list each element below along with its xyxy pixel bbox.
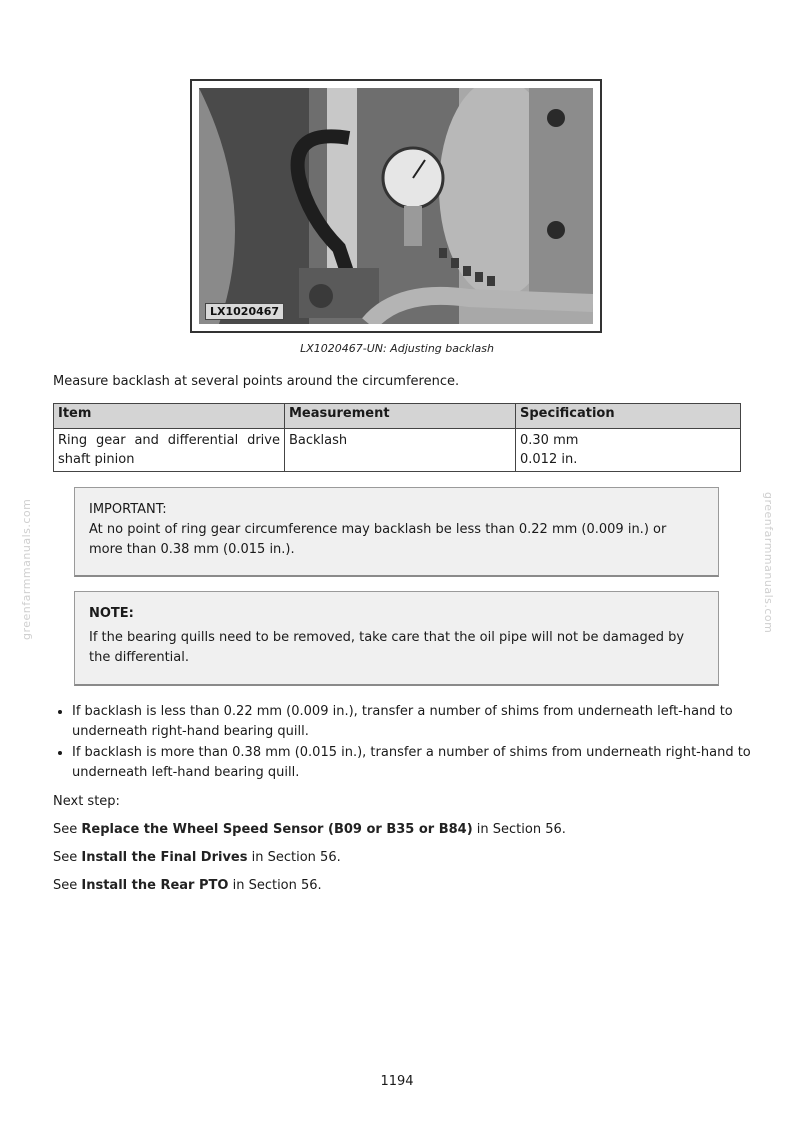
important-text: At no point of ring gear circumference may backlash be less than 0.22 mm (0.009 in.) or more than 0.38 mm (0.015 in.). <box>89 522 667 557</box>
next-step-label: Next step: <box>53 794 120 809</box>
reference-suffix: in Section 56. <box>228 878 322 893</box>
reference-line-1 <box>53 822 566 837</box>
table-row <box>54 429 741 472</box>
column-header-item: Item <box>54 404 285 429</box>
table-header-row <box>54 404 741 429</box>
spec-metric: 0.30 mm <box>520 433 579 448</box>
page-number: 1194 <box>380 1074 414 1089</box>
note-box <box>74 591 719 686</box>
reference-link-wheel-speed-sensor[interactable]: Replace the Wheel Speed Sensor (B09 or B35 or B84) <box>81 822 473 837</box>
reference-prefix: See <box>53 850 82 865</box>
figure-frame <box>190 79 602 333</box>
backlash-bullet-list <box>56 702 762 784</box>
reference-link-final-drives[interactable]: Install the Final Drives <box>81 850 248 865</box>
column-header-measurement: Measurement <box>285 404 516 429</box>
reference-suffix: in Section 56. <box>472 822 566 837</box>
reference-link-rear-pto[interactable]: Install the Rear PTO <box>81 878 229 893</box>
reference-prefix: See <box>53 878 82 893</box>
important-box <box>74 487 719 577</box>
list-item: • If backlash is more than 0.38 mm (0.015 in.), transfer a number of shims from underneath right-hand to underneath left-hand bearing quill. <box>72 743 762 783</box>
intro-text: Measure backlash at several points around the circumference. <box>53 374 460 389</box>
reference-suffix: in Section 56. <box>247 850 341 865</box>
reference-line-3 <box>53 878 322 893</box>
cell-item: Ring gear and differential drive shaft pinion <box>54 429 285 472</box>
reference-prefix: See <box>53 822 82 837</box>
cell-measurement: Backlash <box>285 429 516 472</box>
note-label: NOTE: <box>89 606 134 621</box>
spec-table <box>53 403 741 472</box>
list-item: • If backlash is less than 0.22 mm (0.009 in.), transfer a number of shims from underneath left-hand to underneath right-hand bearing quill. <box>72 702 762 742</box>
reference-line-2 <box>53 850 341 865</box>
note-text: If the bearing quills need to be removed, take care that the oil pipe will not be damaged by the differential. <box>89 630 685 665</box>
figure-caption: LX1020467-UN: Adjusting backlash <box>300 342 494 355</box>
backlash-photo <box>199 88 593 324</box>
cell-specification <box>516 429 741 472</box>
spec-imperial: 0.012 in. <box>520 452 578 467</box>
column-header-specification: Specification <box>516 404 741 429</box>
watermark-left: greenfarmmanuals.com <box>20 498 33 640</box>
watermark-right: greenfarmmanuals.com <box>762 492 775 634</box>
photo-label: LX1020467 <box>205 303 284 320</box>
important-label: IMPORTANT: <box>89 502 167 517</box>
